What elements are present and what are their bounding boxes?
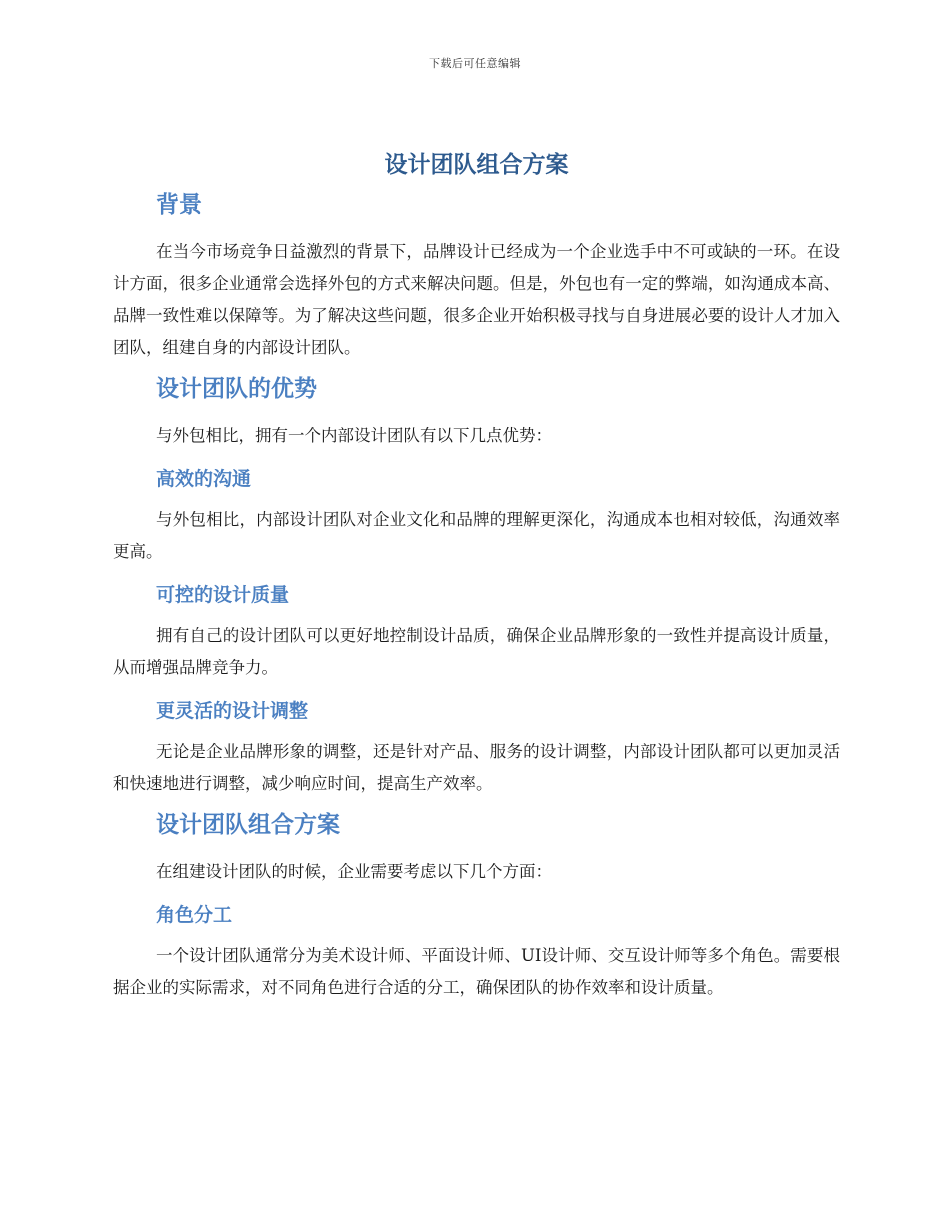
paragraph-plan-intro: 在组建设计团队的时候，企业需要考虑以下几个方面：	[156, 862, 552, 881]
section-heading-background: 背景	[156, 192, 202, 218]
paragraph-advantages-intro: 与外包相比，拥有一个内部设计团队有以下几点优势：	[156, 426, 552, 445]
paragraph-role-division: 一个设计团队通常分为美术设计师、平面设计师、UI设计师、交互设计师等多个角色。需要根据企业的实际需求，对不同角色进行合适的分工，确保团队的协作效率和设计质量。	[113, 946, 840, 997]
subheading-efficient-communication: 高效的沟通	[156, 468, 252, 490]
document-body	[113, 140, 840, 1010]
paragraph-flexible-adjustment: 无论是企业品牌形象的调整，还是针对产品、服务的设计调整，内部设计团队都可以更加灵活和快速地进行调整，减少响应时间，提高生产效率。	[113, 742, 840, 793]
section-heading-plan: 设计团队组合方案	[156, 812, 340, 838]
paragraph-efficient-communication: 与外包相比，内部设计团队对企业文化和品牌的理解更深化，沟通成本也相对较低，沟通效率更高。	[113, 510, 840, 561]
paragraph-background: 在当今市场竞争日益激烈的背景下，品牌设计已经成为一个企业选手中不可或缺的一环。在设计方面，很多企业通常会选择外包的方式来解决问题。但是，外包也有一定的弊端，如沟通成本高、品牌一致性难以保障等。为了解决这些问题，很多企业开始积极寻找与自身进展必要的设计人才加入团队，组建自身的内部设计团队。	[113, 242, 840, 357]
subheading-role-division: 角色分工	[156, 904, 233, 926]
subheading-controllable-quality: 可控的设计质量	[156, 584, 290, 606]
paragraph-controllable-quality: 拥有自己的设计团队可以更好地控制设计品质，确保企业品牌形象的一致性并提高设计质量，从而增强品牌竞争力。	[113, 626, 840, 677]
subheading-flexible-adjustment: 更灵活的设计调整	[156, 700, 309, 722]
section-heading-advantages: 设计团队的优势	[156, 376, 317, 402]
header-note: 下载后可任意编辑	[429, 57, 521, 70]
document-title: 设计团队组合方案	[384, 152, 569, 178]
